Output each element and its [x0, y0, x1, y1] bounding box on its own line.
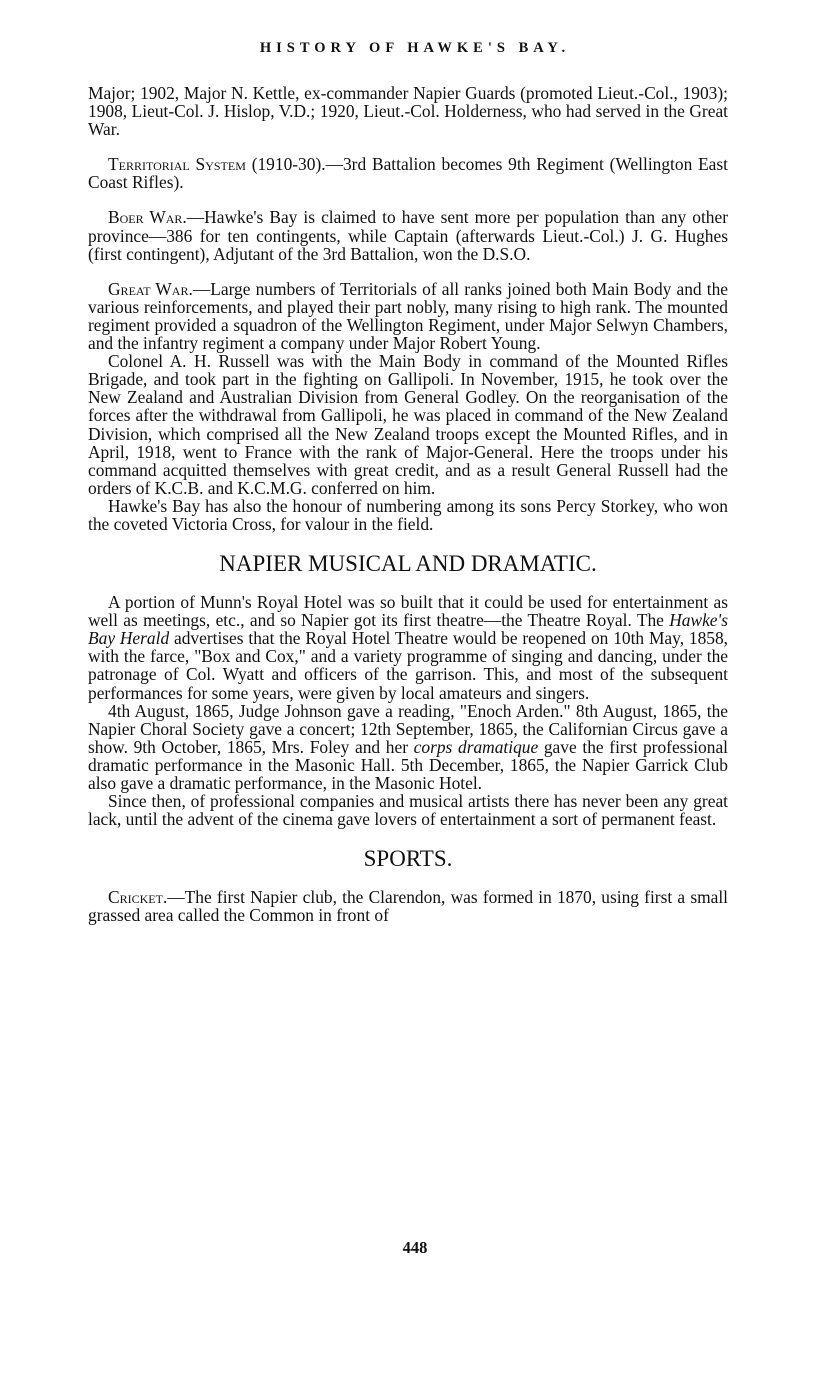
heading-napier-musical: NAPIER MUSICAL AND DRAMATIC. [219, 551, 597, 577]
paragraph-boer-war [88, 208, 728, 262]
paragraph-officers: Major; 1902, Major N. Kettle, ex-commander Napier Guards (promoted Lieut.-Col., 1903); 1908, Lieut-Col. J. Hislop, V.D.; 1920, Lieut.-Col. Holderness, who had served in the Great War. [88, 83, 728, 140]
paragraph-cricket [88, 888, 728, 924]
cricket-label: Cricket [108, 887, 163, 908]
events-text-1: 4th August, 1865, Judge Johnson gave a reading, "Enoch Arden." 8th August, 1865, the Napier Choral Society gave a concert; 12th September, 1865, the Californian Circus gave a show. 9th October, 1865, Mrs. Foley and her [88, 700, 728, 757]
paragraph-1865-events [88, 702, 728, 792]
great-war-text: .—Large numbers of Territorials of all ranks joined both Main Body and the various reinforcements, and played their part nobly, many rising to high rank. The mounted regiment provided a squadron of the Wellington Regiment, under Major Selwyn Chambers, and the infantry regiment a company under Major Robert Young. [88, 278, 728, 354]
theatre-text-1: A portion of Munn's Royal Hotel was so built that it could be used for entertainment as well as meetings, etc., and so Napier got its first theatre—the Theatre Royal. The [88, 592, 728, 631]
paragraph-since-then: Since then, of professional companies and musical artists there has never been any great lack, until the advent of the cinema gave lovers of entertainment a sort of permanent feast. [88, 791, 728, 830]
great-war-label: Great War [108, 278, 189, 299]
paragraph-territorial [88, 155, 728, 191]
cricket-text: .—The first Napier club, the Clarendon, was formed in 1870, using first a small grassed area called the Common in front of [88, 887, 728, 926]
running-head: HISTORY OF HAWKE'S BAY. [259, 40, 571, 56]
boer-war-label: Boer War [108, 207, 183, 228]
newspaper-title: Hawke's Bay Herald [88, 610, 728, 649]
paragraph-storkey: Hawke's Bay has also the honour of numbering among its sons Percy Storkey, who won the coveted Victoria Cross, for valour in the field. [88, 495, 728, 534]
paragraph-great-war [88, 280, 728, 352]
territorial-label: Territorial System [108, 154, 246, 175]
body-text [88, 84, 728, 924]
theatre-text-2: advertises that the Royal Hotel Theatre would be reopened on 10th May, 1858, with the farce, "Box and Cox," and a variety programme of singing and dancing, under the patronage of Col. Wyatt and officers of the garrison. This, and most of the subsequent performances for some years, were given by local amateurs and singers. [88, 628, 729, 703]
paragraph-russell: Colonel A. H. Russell was with the Main Body in command of the Mounted Rifles Brigade, and took part in the fighting on Gallipoli. In November, 1915, he took over the New Zealand and Australian Division from General Godley. On the reorganisation of the forces after the withdrawal from Gallipoli, he was placed in command of the New Zealand Division, which comprised all the New Zealand troops except the Mounted Rifles, and in April, 1918, went to France with the rank of Major-General. Here the troops under his command acquitted themselves with great credit, and as a result General Russell had the orders of K.C.B. and K.C.M.G. conferred on him. [88, 351, 728, 498]
corps-dramatique: corps dramatique [413, 736, 539, 757]
events-text-2: gave the first professional dramatic performance in the Masonic Hall. 5th December, 1865, the Napier Garrick Club also gave a dramatic performance, in the Masonic Hotel. [88, 736, 728, 793]
page-number: 448 [402, 1238, 428, 1257]
paragraph-theatre-royal [88, 593, 728, 702]
territorial-text: (1910-30).—3rd Battalion becomes 9th Regiment (Wellington East Coast Rifles). [88, 154, 729, 193]
boer-war-text: .—Hawke's Bay is claimed to have sent more per population than any other province—386 for ten contingents, while Captain (afterwards Lieut.-Col.) J. G. Hughes (first contingent), Adjutant of the 3rd Battalion, won the D.S.O. [88, 207, 728, 264]
heading-sports: SPORTS. [363, 846, 453, 872]
